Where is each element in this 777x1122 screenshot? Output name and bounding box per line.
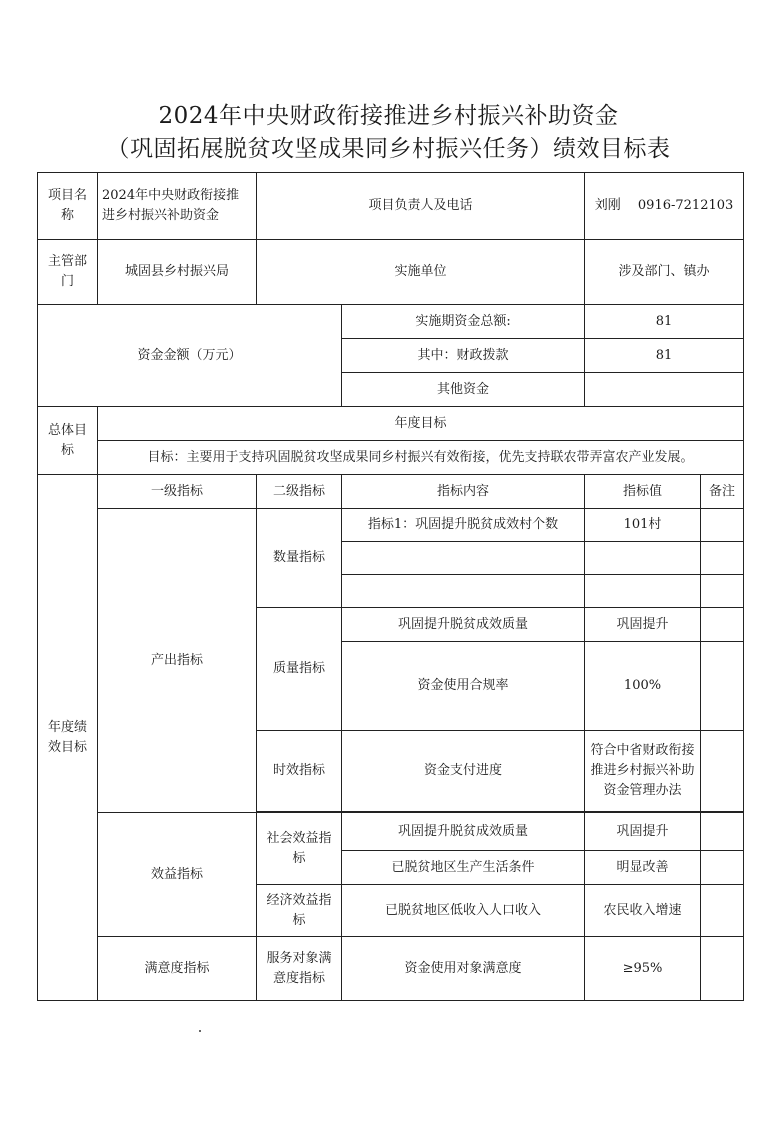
quality-content-1: 巩固提升脱贫成效质量 <box>342 608 585 642</box>
header-content: 指标内容 <box>342 475 585 509</box>
project-row <box>38 173 744 240</box>
remark-cell <box>701 509 744 542</box>
funds-row-total <box>38 305 744 339</box>
quantity-value-2 <box>585 542 701 575</box>
performance-target-table <box>37 172 744 1001</box>
remark-cell <box>701 575 744 608</box>
quantity-content-2 <box>342 542 585 575</box>
economic-content: 已脱贫地区低收入人口收入 <box>342 885 585 937</box>
quantity-value-1: 101村 <box>585 509 701 542</box>
quality-value-1: 巩固提升 <box>585 608 701 642</box>
table-row <box>38 937 744 1001</box>
social-content-1: 巩固提升脱贫成效质量 <box>342 813 585 851</box>
remark-cell <box>701 937 744 1001</box>
department-label: 主管部门 <box>38 240 98 305</box>
funds-other-label: 其他资金 <box>342 373 585 407</box>
funds-other-value <box>585 373 744 407</box>
remark-cell <box>701 851 744 885</box>
header-level1: 一级指标 <box>98 475 257 509</box>
quantity-indicator-label: 数量指标 <box>257 509 342 608</box>
economic-benefit-label: 经济效益指标 <box>257 885 342 937</box>
indicator-header-row <box>38 475 744 509</box>
remark-cell <box>701 542 744 575</box>
table-row <box>38 509 744 542</box>
funds-fiscal-label: 其中：财政拨款 <box>342 339 585 373</box>
funds-fiscal-value: 81 <box>585 339 744 373</box>
implementing-unit-label: 实施单位 <box>257 240 585 305</box>
page-title-line2: （巩固拓展脱贫攻坚成果同乡村振兴任务）绩效目标表 <box>106 136 671 162</box>
annual-goal-text: 目标：主要用于支持巩固脱贫攻坚成果同乡村振兴有效衔接，优先支持联农带弄富农产业发展。 <box>98 441 744 475</box>
overall-text-row <box>38 441 744 475</box>
project-name-label: 项目名称 <box>38 173 98 240</box>
department-value: 城固县乡村振兴局 <box>98 240 257 305</box>
annual-goal-heading: 年度目标 <box>98 407 744 441</box>
header-remark: 备注 <box>701 475 744 509</box>
satisfaction-indicator-label: 满意度指标 <box>98 937 257 1001</box>
remark-cell <box>701 608 744 642</box>
page-title-line1: 2024年中央财政衔接推进乡村振兴补助资金 <box>158 103 619 129</box>
funds-total-label: 实施期资金总额: <box>342 305 585 339</box>
output-indicator-label: 产出指标 <box>98 509 257 813</box>
social-benefit-label: 社会效益指标 <box>257 813 342 885</box>
header-level2: 二级指标 <box>257 475 342 509</box>
social-value-2: 明显改善 <box>585 851 701 885</box>
benefit-indicator-label: 效益指标 <box>98 813 257 937</box>
timeliness-value: 符合中省财政衔接推进乡村振兴补助资金管理办法 <box>585 731 701 812</box>
project-leader-label: 项目负责人及电话 <box>257 173 585 240</box>
satisfaction-value: ≥95% <box>585 937 701 1001</box>
timeliness-indicator-label: 时效指标 <box>257 731 342 812</box>
overall-target-label: 总体目标 <box>38 407 98 475</box>
satisfaction-content: 资金使用对象满意度 <box>342 937 585 1001</box>
remark-cell <box>701 731 744 812</box>
service-satisfaction-label: 服务对象满意度指标 <box>257 937 342 1001</box>
quality-value-2: 100% <box>585 642 701 731</box>
quantity-content-1: 指标1：巩固提升脱贫成效村个数 <box>342 509 585 542</box>
header-value: 指标值 <box>585 475 701 509</box>
scan-speck <box>199 1030 201 1032</box>
quality-content-2: 资金使用合规率 <box>342 642 585 731</box>
funds-label: 资金金额（万元） <box>38 305 342 407</box>
quantity-content-3 <box>342 575 585 608</box>
economic-value: 农民收入增速 <box>585 885 701 937</box>
annual-performance-label: 年度绩效目标 <box>38 475 98 1001</box>
quantity-value-3 <box>585 575 701 608</box>
remark-cell <box>701 642 744 731</box>
overall-heading-row <box>38 407 744 441</box>
timeliness-content: 资金支付进度 <box>342 731 585 812</box>
department-row <box>38 240 744 305</box>
implementing-unit-value: 涉及部门、镇办 <box>585 240 744 305</box>
quality-indicator-label: 质量指标 <box>257 608 342 731</box>
social-content-2: 已脱贫地区生产生活条件 <box>342 851 585 885</box>
funds-total-value: 81 <box>585 305 744 339</box>
project-leader-value: 刘刚 0916-7212103 <box>585 173 744 240</box>
project-name-value: 2024年中央财政衔接推进乡村振兴补助资金 <box>98 173 257 240</box>
table-row <box>38 813 744 851</box>
social-value-1: 巩固提升 <box>585 813 701 851</box>
remark-cell <box>701 813 744 851</box>
remark-cell <box>701 885 744 937</box>
